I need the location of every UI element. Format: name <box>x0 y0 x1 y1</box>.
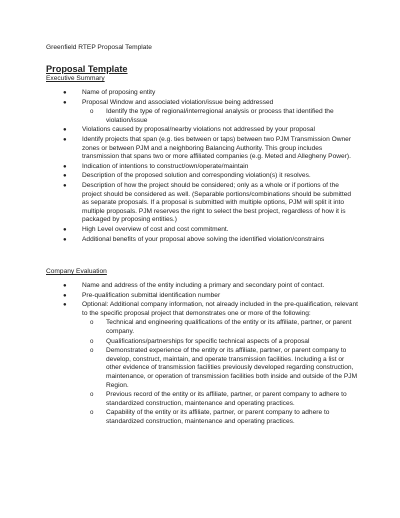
sub-list-item-text: Technical and engineering qualifications of the entity or its affiliate, partner, or parent company. <box>106 319 352 336</box>
list-item-text: Indication of intentions to construct/own/operate/maintain <box>82 162 249 170</box>
list-item <box>46 89 358 98</box>
bullet-icon: ● <box>63 99 67 106</box>
sub-bullet-icon: o <box>90 319 94 327</box>
list-item-text: Violations caused by proposal/nearby violations not addressed by your proposal <box>82 126 316 134</box>
sub-bullet-icon: o <box>90 108 94 116</box>
bullet-icon: ● <box>63 292 67 299</box>
list-item-text: High Level overview of cost and cost commitment. <box>82 225 229 233</box>
sub-bullet-icon: o <box>90 409 94 417</box>
bullet-icon: ● <box>63 302 67 309</box>
sub-list-item <box>82 391 358 408</box>
list-item-text: Proposal Window and associated violation/issue being addressed <box>82 98 274 106</box>
list-item-text: Description of how the project should be considered; only as a whole or if portions of the project should be considered as well. (Separable portions/combinations should be submitted as separate proposals. If a proposal is submitted with multiple options, PJM will split it into multiple proposals. PJM reserves the right to select the best project, regardless of how it is packaged by proposing entities.) <box>82 181 352 224</box>
list-item <box>46 301 358 426</box>
sub-list-item <box>82 338 358 347</box>
executive-summary-heading: Executive Summary <box>46 75 105 82</box>
list-item-text: Description of the proposed solution and corresponding violation(s) it resolves. <box>82 172 311 180</box>
sub-list <box>82 319 358 426</box>
sub-list-item <box>82 108 358 125</box>
list-item <box>46 163 358 172</box>
list-item <box>46 236 358 245</box>
executive-summary-list <box>46 89 358 244</box>
list-item <box>46 172 358 181</box>
bullet-icon: ● <box>63 182 67 189</box>
sub-list-item <box>82 409 358 426</box>
sub-bullet-icon: o <box>90 337 94 345</box>
sub-list-item-text: Identify the type of regional/interregional analysis or process that identified the violation/issue <box>106 108 334 124</box>
sub-list-item <box>82 319 358 336</box>
list-item-text: Name and address of the entity including a primary and secondary point of contact. <box>82 282 325 290</box>
bullet-icon: ● <box>63 236 67 243</box>
bullet-icon: ● <box>63 136 67 143</box>
sub-list-item <box>82 347 358 390</box>
list-item <box>46 126 358 135</box>
sub-list-item-text: Previous record of the entity or its affiliate, partner, or parent company to adhere to standardized construction, maintenance and operating practices. <box>106 391 347 407</box>
document-header: Greenfield RTEP Proposal Template <box>46 44 152 51</box>
bullet-icon: ● <box>63 226 67 233</box>
list-item <box>46 99 358 126</box>
bullet-icon: ● <box>63 90 67 96</box>
bullet-icon: ● <box>63 127 67 134</box>
list-item <box>46 292 358 301</box>
company-evaluation-list <box>46 282 358 427</box>
sub-list-item-text: Qualifications/partnerships for specific technical aspects of a proposal <box>106 337 310 345</box>
document-title: Proposal Template <box>46 64 128 74</box>
bullet-icon: ● <box>63 283 67 290</box>
list-item-text: Name of proposing entity <box>82 89 156 96</box>
sub-bullet-icon: o <box>90 347 94 355</box>
list-item <box>46 282 358 291</box>
list-item-text: Optional: Additional company information, not already included in the pre-qualification, relevant to the specific proposal project that demonstrates one or more of the following: <box>82 301 359 317</box>
list-item-text: Identify projects that span (e.g. ties between or taps) between two PJM Transmission Owner zones or between PJM and a neighboring Balancing Authority. This group includes transmission that spans two or more affiliated companies (e.g. Meted and Allegheny Power). <box>82 135 352 161</box>
list-item <box>46 136 358 162</box>
list-item <box>46 226 358 235</box>
list-item <box>46 182 358 225</box>
sub-list-item-text: Capability of the entity or its affiliate, partner, or parent company to adhere to standardized construction, maintenance and operating practices. <box>106 409 330 425</box>
bullet-icon: ● <box>63 163 67 170</box>
sub-list-item-text: Demonstrated experience of the entity or its affiliate, partner, or parent company to develop, construct, maintain, and operate transmission facilities. Including a list or other evidence of transmission facilities previously developed regarding construction, maintenance, or operation of transmission facilities both inside and outside of the PJM Region. <box>106 347 358 389</box>
sub-list <box>82 108 358 125</box>
company-evaluation-heading: Company Evaluation <box>46 268 107 276</box>
list-item-text: Pre-qualification submittal identification number <box>82 291 221 299</box>
bullet-icon: ● <box>63 173 67 180</box>
sub-bullet-icon: o <box>90 391 94 399</box>
list-item-text: Additional benefits of your proposal above solving the identified violation/constrains <box>82 235 325 243</box>
